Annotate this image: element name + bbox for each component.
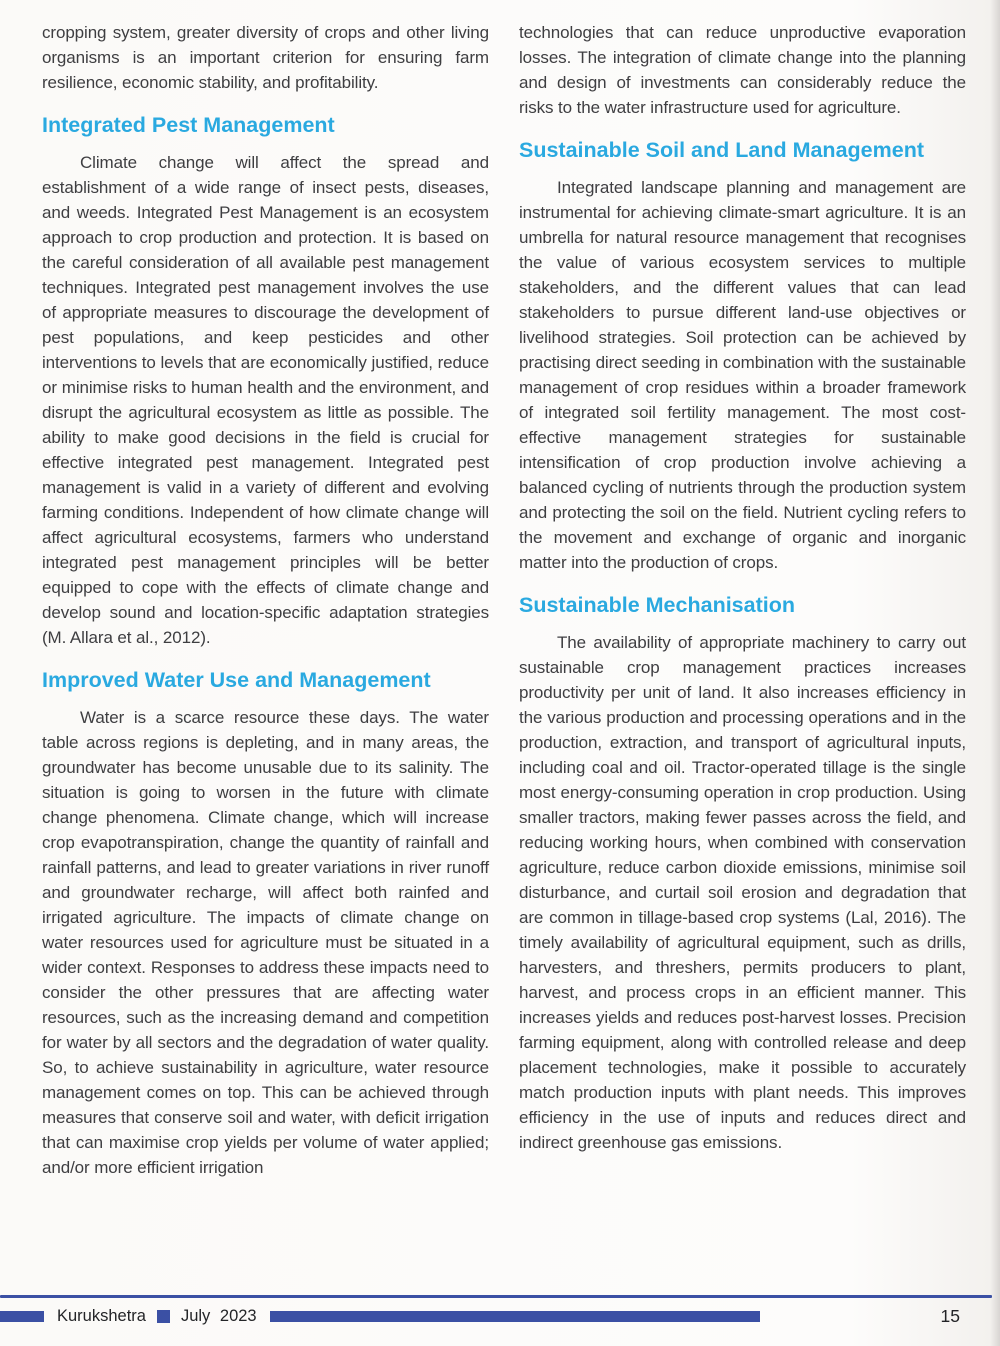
body-paragraph: Integrated landscape planning and management are instrumental for achieving climate-smart agriculture. It is an umbrella for natural resource management that recognises the value of various ecosystem services to multiple stakeholders, and the different values that can lead stakeholders to pursue different land-use objectives or livelihood strategies. Soil protection can be achieved by practising direct seeding in combination with the sustainable management of crop residues within a broader framework of integrated soil fertility management. The most cost-effective management strategies for sustainable intensification of crop production involve achieving a balanced cycling of nutrients through the production system and protecting the soil on the field. Nutrient cycling refers to the movement and exchange of organic and inorganic matter into the production of crops. xyxy=(519,178,966,572)
body-paragraph: technologies that can reduce unproductive evaporation losses. The integration of climate change into the planning and design of investments can considerably reduce the risks to the water infrastructure used for agriculture. xyxy=(519,23,966,117)
section-heading: Integrated Pest Management xyxy=(42,113,335,137)
footer-square-icon xyxy=(157,1310,170,1323)
page-number: 15 xyxy=(940,1305,960,1326)
body-paragraph: Water is a scarce resource these days. The water table across regions is depleting, and in many areas, the groundwater has become unusable due to its salinity. The situation is going to worsen in the future with climate change phenomena. Climate change, which will increase crop evapotranspiration, change the quantity of rainfall and rainfall patterns, and lead to greater variations in river runoff and groundwater recharge, will affect both rainfed and irrigated agriculture. The impacts of climate change on water resources used for agriculture must be situated in a wider context. Responses to address these impacts need to consider the other pressures that are affecting water resources, such as the increasing demand and competition for water by all sectors and the degradation of water quality. So, to achieve sustainability in agriculture, water resource management comes on top. This can be achieved through measures that conserve soil and water, with deficit irrigation that can maximise crop yields per volume of water applied; and/or more efficient irrigation xyxy=(42,708,489,1177)
section-heading: Improved Water Use and Management xyxy=(42,668,431,692)
body-paragraph: The availability of appropriate machinery to carry out sustainable crop management practices increases productivity per unit of land. It also increases efficiency in the various production and processing operations and in the production, extraction, and transport of agricultural inputs, including coal and oil. Tractor-operated tillage is the single most energy-consuming operation in crop production. Using smaller tractors, making fewer passes across the field, and reducing working hours, when combined with conservation agriculture, reduce carbon dioxide emissions, minimise soil disturbance, and curtail soil erosion and degradation that are common in tillage-based crop systems (Lal, 2016). The timely availability of agricultural equipment, such as drills, harvesters, and threshers, permits producers to plant, harvest, and process crops in an efficient manner. This increases yields and reduces post-harvest losses. Precision farming equipment, along with controlled release and deep placement technologies, make it possible to accurately match production inputs with plant needs. This improves efficiency in the use of inputs and reduces direct and indirect greenhouse gas emissions. xyxy=(519,633,966,1152)
left-column xyxy=(42,20,489,1191)
issue-date: July 2023 xyxy=(180,1306,257,1325)
body-paragraph: Climate change will affect the spread and establishment of a wide range of insect pests, diseases, and weeds. Integrated Pest Management is an ecosystem approach to crop production and protection. It is based on the careful consideration of all available pest management techniques. Integrated pest management involves the use of appropriate measures to discourage the development of pest populations, and keep pesticides and other interventions to levels that are economically justified, reduce or minimise risks to human health and the environment, and disrupt the agricultural ecosystem as little as possible. The ability to make good decisions in the field is crucial for effective integrated pest management. Integrated pest management is valid in a variety of different and evolving farming conditions. Independent of how climate change will affect agricultural ecosystems, farmers who understand integrated pest management principles will be better equipped to cope with the effects of climate change and develop sound and location-specific adaptation strategies (M. Allara et al., 2012). xyxy=(42,153,489,647)
footer-bar-left xyxy=(0,1311,44,1322)
body-paragraph: cropping system, greater diversity of crops and other living organisms is an important criterion for ensuring farm resilience, economic stability, and profitability. xyxy=(42,23,489,92)
footer-row xyxy=(0,1305,1000,1326)
right-column xyxy=(519,20,966,1191)
footer-bar-right xyxy=(270,1311,760,1322)
section-heading: Sustainable Mechanisation xyxy=(519,593,795,617)
magazine-title: Kurukshetra xyxy=(57,1306,146,1325)
page-footer xyxy=(0,1295,1000,1324)
section-heading: Sustainable Soil and Land Management xyxy=(519,138,924,162)
footer-rule xyxy=(0,1295,992,1298)
